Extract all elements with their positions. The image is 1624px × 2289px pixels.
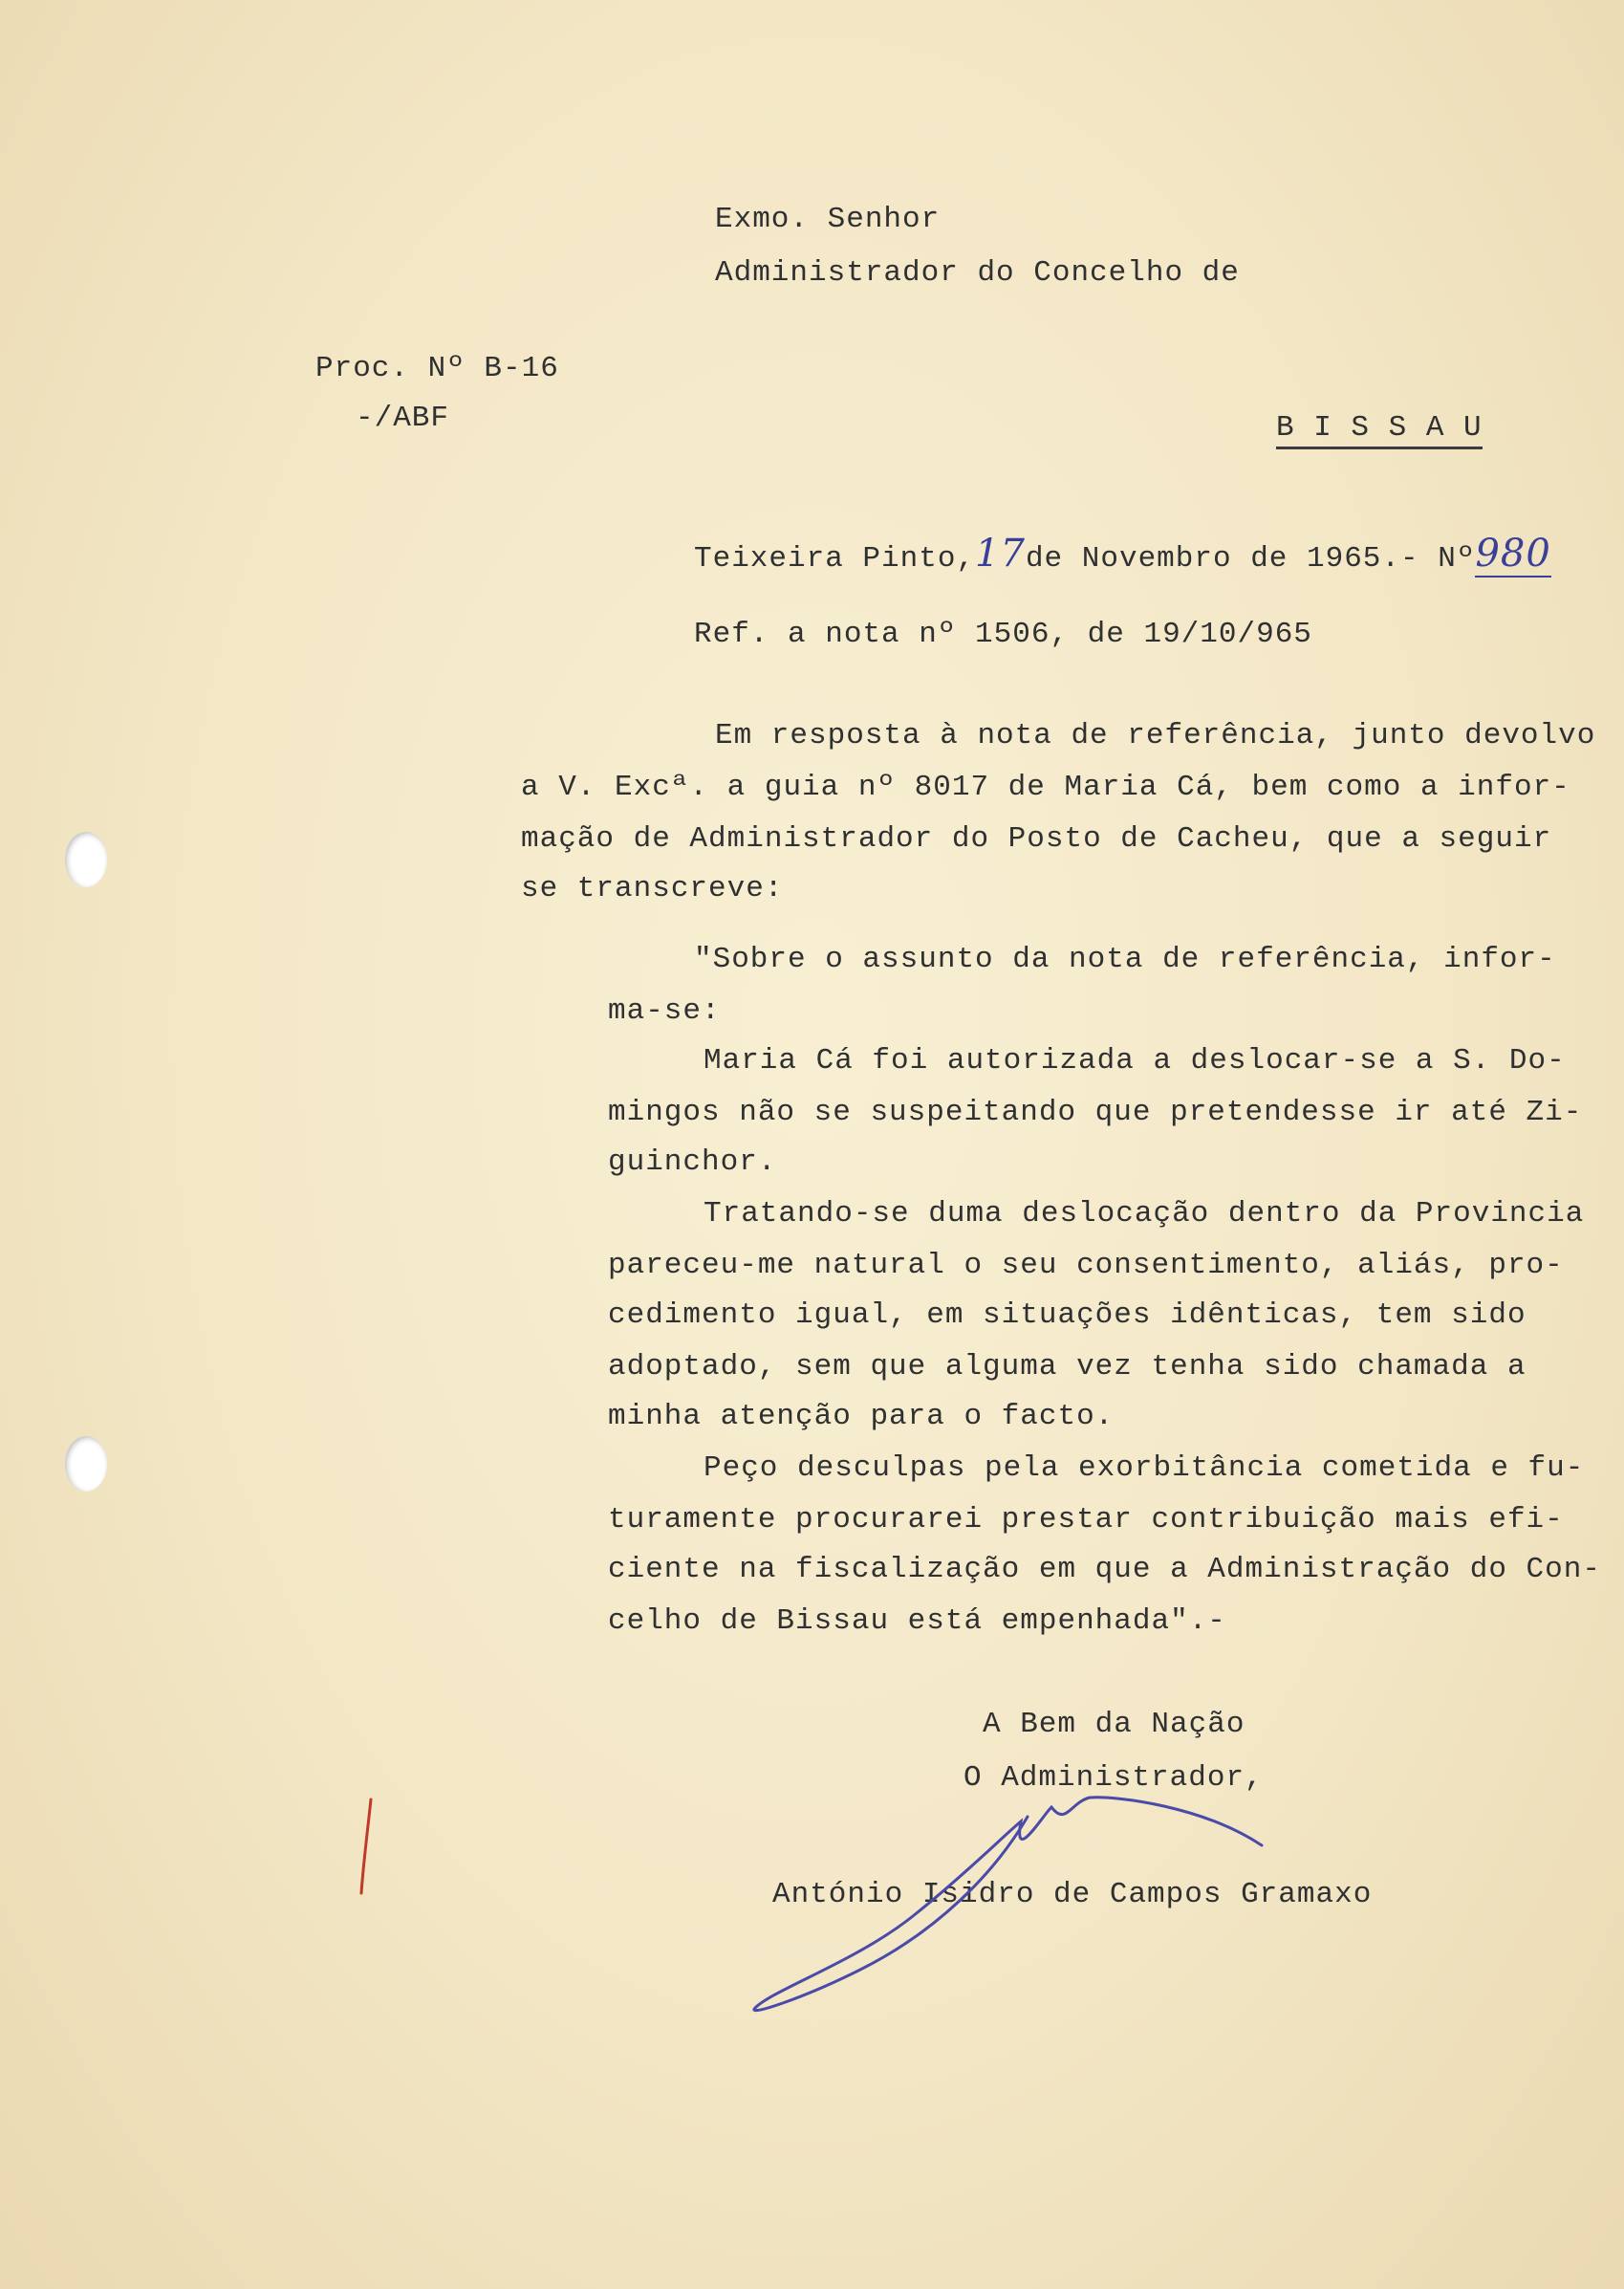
- body-intro-line: mação de Administrador do Posto de Cacheu, que a seguir: [521, 822, 1552, 856]
- recipient-city-text: B I S S A U: [1276, 411, 1483, 449]
- signatory-name: António Isidro de Campos Gramaxo: [772, 1878, 1373, 1911]
- dateline-rest: de Novembro de 1965.- Nº: [1025, 542, 1476, 576]
- quote-line: celho de Bissau está empenhada".-: [608, 1604, 1226, 1638]
- quote-line: Peço desculpas pela exorbitância cometida e fu-: [704, 1451, 1585, 1485]
- recipient-salutation: Exmo. Senhor: [715, 203, 941, 236]
- signatory-title: O Administrador,: [964, 1761, 1264, 1795]
- reference-note: Ref. a nota nº 1506, de 19/10/965: [694, 618, 1312, 651]
- quote-line: adoptado, sem que alguma vez tenha sido chamada a: [608, 1350, 1527, 1384]
- dateline-number: 980: [1475, 532, 1551, 576]
- body-intro-line: Em resposta à nota de referência, junto devolvo: [715, 719, 1596, 752]
- quote-line: minha atenção para o facto.: [608, 1400, 1115, 1433]
- quote-line: pareceu-me natural o seu consentimento, aliás, pro-: [608, 1249, 1564, 1282]
- quote-line: turamente procurarei prestar contribuição mais efi-: [608, 1503, 1564, 1537]
- quote-line: "Sobre o assunto da nota de referência, infor-: [694, 943, 1556, 976]
- body-intro-line: a V. Excª. a guia nº 8017 de Maria Cá, bem como a infor-: [521, 771, 1570, 804]
- quote-line: Tratando-se duma deslocação dentro da Provincia: [704, 1197, 1585, 1231]
- quote-line: guinchor.: [608, 1145, 777, 1179]
- body-intro-line: se transcreve:: [521, 872, 784, 905]
- closing-salutation: A Bem da Nação: [983, 1708, 1245, 1741]
- quote-line: cedimento igual, em situações idênticas, tem sido: [608, 1298, 1527, 1332]
- process-initials: -/ABF: [356, 402, 450, 435]
- quote-line: ciente na fiscalização em que a Administração do Con-: [608, 1553, 1601, 1586]
- quote-line: Maria Cá foi autorizada a deslocar-se a S. Do-: [704, 1044, 1566, 1078]
- process-number: Proc. Nº B-16: [315, 352, 559, 385]
- quote-line: ma-se:: [608, 994, 721, 1028]
- dateline-place: Teixeira Pinto,: [694, 542, 976, 576]
- quote-line: mingos não se suspeitando que pretendesse ir até Zi-: [608, 1096, 1583, 1129]
- recipient-title: Administrador do Concelho de: [715, 256, 1240, 290]
- dateline-day: 17: [975, 532, 1026, 576]
